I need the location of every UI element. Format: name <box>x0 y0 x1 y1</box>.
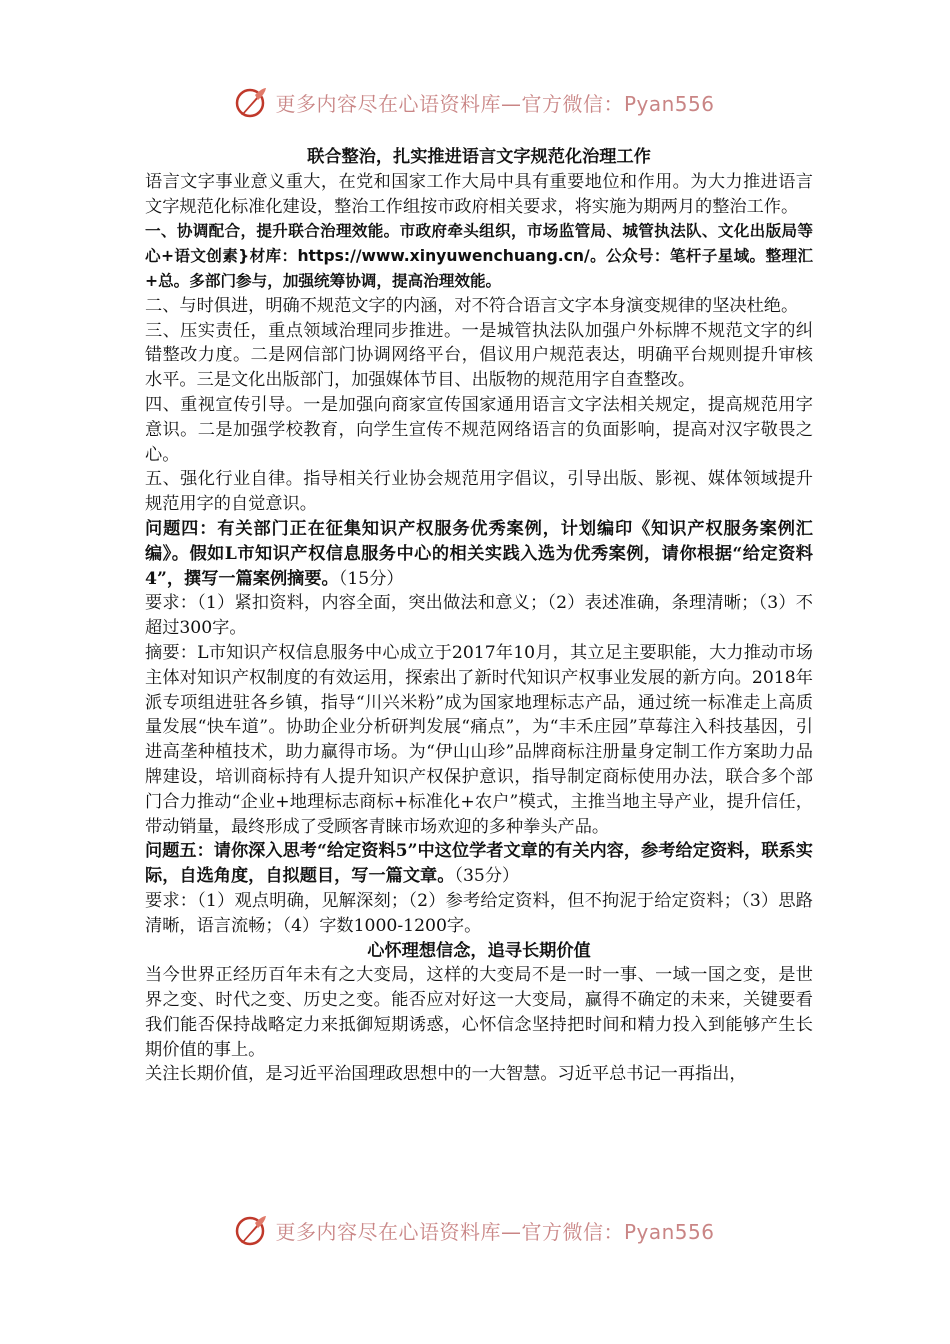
banner-text: 更多内容尽在心语资料库—官方微信：Pyan556 <box>275 91 715 116</box>
question-four-score: （15分） <box>338 568 404 589</box>
header-banner <box>0 82 950 122</box>
paragraph: 二、与时俱进，明确不规范文字的内涵，对不符合语言文字本身演变规律的坚决杜绝。 <box>145 295 799 316</box>
quill-logo-icon <box>235 85 269 119</box>
question-four-answer: 摘要：L市知识产权信息服务中心成立于2017年10月，其立足主要职能，大力推动市场主体对知识产权制度的有效运用，探索出了新时代知识产权事业发展的新方向。2018年派专项组进驻各乡镇，指导“川兴米粉”成为国家地理标志产品，通过统一标准走上高质量发展“快车道”。协助企业分析研判发展“痛点”，为“丰禾庄园”草莓注入科技基因，引进高垄种植技术，助力赢得市场。为“伊山山珍”品牌商标注册量身定制工作方案助力品牌建设，培训商标持有人提升知识产权保护意识，指导制定商标使用办法，联合多个部门合力推动“企业+地理标志商标+标准化+农户”模式，主推当地主导产业，提升信任，带动销量，最终形成了受顾客青睐市场欢迎的多种拳头产品。 <box>145 642 813 837</box>
question-four <box>145 517 813 591</box>
footer-banner <box>0 1210 950 1250</box>
paragraph: 三、压实责任，重点领域治理同步推进。一是城管执法队加强户外标牌不规范文字的纠错整改力度。二是网信部门协调网络平台，倡议用户规范表达，明确平台规则提升审核水平。三是文化出版部门，加强媒体节目、出版物的规范用字自查整改。 <box>145 320 813 391</box>
section-title: 联合整治，扎实推进语言文字规范化治理工作 <box>307 147 651 167</box>
question-five-text: 问题五：请你深入思考“给定资料5”中这位学者文章的有关内容，参考给定资料，联系实际，自选角度，自拟题目，写一篇文章。 <box>145 841 813 887</box>
paragraph: 当今世界正经历百年未有之大变局，这样的大变局不是一时一事、一域一国之变，是世界之变、时代之变、历史之变。能否应对好这一大变局，赢得不确定的未来，关键要看我们能否保持战略定力来抵御短期诱惑，心怀信念坚持把时间和精力投入到能够产生长期价值的事上。 <box>145 965 813 1060</box>
banner-text: 更多内容尽在心语资料库—官方微信：Pyan556 <box>275 1219 715 1244</box>
paragraph: 语言文字事业意义重大，在党和国家工作大局中具有重要地位和作用。为大力推进语言文字规范化标准化建设，整治工作组按市政府相关要求，将实施为期两月的整治工作。 <box>145 171 813 217</box>
question-four-text: 问题四：有关部门正在征集知识产权服务优秀案例，计划编印《知识产权服务案例汇编》。假如L市知识产权信息服务中心的相关实践入选为优秀案例，请你根据“给定资料4”，撰写一篇案例摘要。 <box>145 518 813 589</box>
question-five-requirements: 要求：（1）观点明确，见解深刻；（2）参考给定资料，但不拘泥于给定资料；（3）思路清晰，语言流畅；（4）字数1000-1200字。 <box>145 890 813 936</box>
paragraph: 五、强化行业自律。指导相关行业协会规范用字倡议，引导出版、影视、媒体领域提升规范用字的自觉意识。 <box>145 469 813 515</box>
document-body <box>145 145 813 1087</box>
quill-logo-icon <box>235 1213 269 1247</box>
essay-title: 心怀理想信念，追寻长期价值 <box>367 940 591 961</box>
question-five-score: （35分） <box>454 866 520 887</box>
paragraph-bold: 一、协调配合，提升联合治理效能。市政府牵头组织，市场监管局、城管执法队、文化出版局等心+语文创素}材库：https://www.xinyuwenchuang.cn/。公众号：笔杆子星域。整理汇+总。多部门参与，加强统筹协调，提高治理效能。 <box>145 222 813 290</box>
question-five <box>145 839 813 889</box>
paragraph: 关注长期价值，是习近平治国理政思想中的一大智慧。习近平总书记一再指出， <box>145 1064 747 1085</box>
paragraph: 四、重视宣传引导。一是加强向商家宣传国家通用语言文字法相关规定，提高规范用字意识。二是加强学校教育，向学生宣传不规范网络语言的负面影响，提高对汉字敬畏之心。 <box>145 394 813 465</box>
question-four-requirements: 要求：（1）紧扣资料，内容全面，突出做法和意义；（2）表述准确，条理清晰；（3）不超过300字。 <box>145 593 813 639</box>
